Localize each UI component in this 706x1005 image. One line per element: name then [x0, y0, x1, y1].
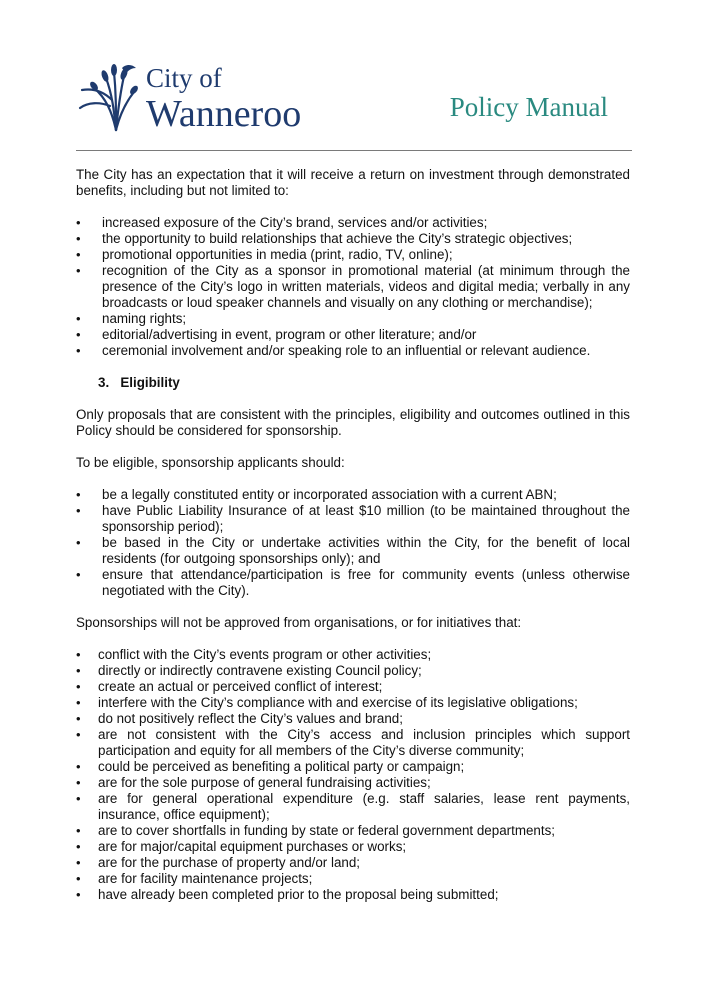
list-item: • conflict with the City’s events program or other activities;: [76, 647, 630, 663]
list-item: • ensure that attendance/participation is free for community events (unless otherwise negotiated with the City).: [76, 567, 630, 599]
document-title: Policy Manual: [449, 92, 608, 122]
section-heading-eligibility: 3. Eligibility: [98, 375, 180, 390]
exclusion-intro: Sponsorships will not be approved from organisations, or for initiatives that:: [76, 615, 522, 630]
list-item: • are for facility maintenance projects;: [76, 871, 630, 887]
eligibility-list: [76, 487, 630, 599]
list-item: • the opportunity to build relationships that achieve the City’s strategic objectives;: [76, 231, 630, 247]
eligible-intro: To be eligible, sponsorship applicants should:: [76, 455, 345, 470]
list-item: • recognition of the City as a sponsor in promotional material (at minimum through the presence of the City’s logo in written materials, videos and digital media; verbally in any broadcasts or loud speaker channels and visually on any clothing or merchandise);: [76, 263, 630, 311]
page-header: [0, 0, 706, 152]
city-logo: [76, 62, 326, 136]
list-item: • interfere with the City’s compliance with and exercise of its legislative obligations;: [76, 695, 630, 711]
list-item: • are for the sole purpose of general fundraising activities;: [76, 775, 630, 791]
wanneroo-plant-icon: [76, 62, 142, 132]
logo-text-wanneroo: Wanneroo: [146, 93, 302, 135]
list-item: • ceremonial involvement and/or speaking role to an influential or relevant audience.: [76, 343, 630, 359]
list-item: • increased exposure of the City’s brand, services and/or activities;: [76, 215, 630, 231]
list-item: • are for the purchase of property and/or land;: [76, 855, 630, 871]
list-item: • naming rights;: [76, 311, 630, 327]
exclusions-list: [76, 647, 630, 903]
list-item: • have Public Liability Insurance of at least $10 million (to be maintained throughout the sponsorship period);: [76, 503, 630, 535]
intro-paragraph: The City has an expectation that it will receive a return on investment through demonstrated benefits, including but not limited to:: [76, 167, 630, 198]
header-divider: [76, 150, 632, 151]
list-item: • be a legally constituted entity or incorporated association with a current ABN;: [76, 487, 630, 503]
list-item: • be based in the City or undertake activities within the City, for the benefit of local residents (for outgoing sponsorships only); and: [76, 535, 630, 567]
list-item: • are for general operational expenditure (e.g. staff salaries, lease rent payments, insurance, office equipment);: [76, 791, 630, 823]
list-item: • directly or indirectly contravene existing Council policy;: [76, 663, 630, 679]
benefits-list: [76, 215, 630, 359]
list-item: • are not consistent with the City’s access and inclusion principles which support participation and equity for all members of the City’s diverse community;: [76, 727, 630, 759]
list-item: • promotional opportunities in media (print, radio, TV, online);: [76, 247, 630, 263]
logo-text-city-of: City of: [146, 63, 222, 93]
list-item: • are to cover shortfalls in funding by state or federal government departments;: [76, 823, 630, 839]
list-item: • have already been completed prior to the proposal being submitted;: [76, 887, 630, 903]
list-item: • do not positively reflect the City’s values and brand;: [76, 711, 630, 727]
eligibility-paragraph: Only proposals that are consistent with the principles, eligibility and outcomes outlined in this Policy should be considered for sponsorship.: [76, 407, 630, 438]
list-item: • are for major/capital equipment purchases or works;: [76, 839, 630, 855]
document-body: [76, 167, 630, 903]
list-item: • create an actual or perceived conflict of interest;: [76, 679, 630, 695]
list-item: • editorial/advertising in event, program or other literature; and/or: [76, 327, 630, 343]
list-item: • could be perceived as benefiting a political party or campaign;: [76, 759, 630, 775]
